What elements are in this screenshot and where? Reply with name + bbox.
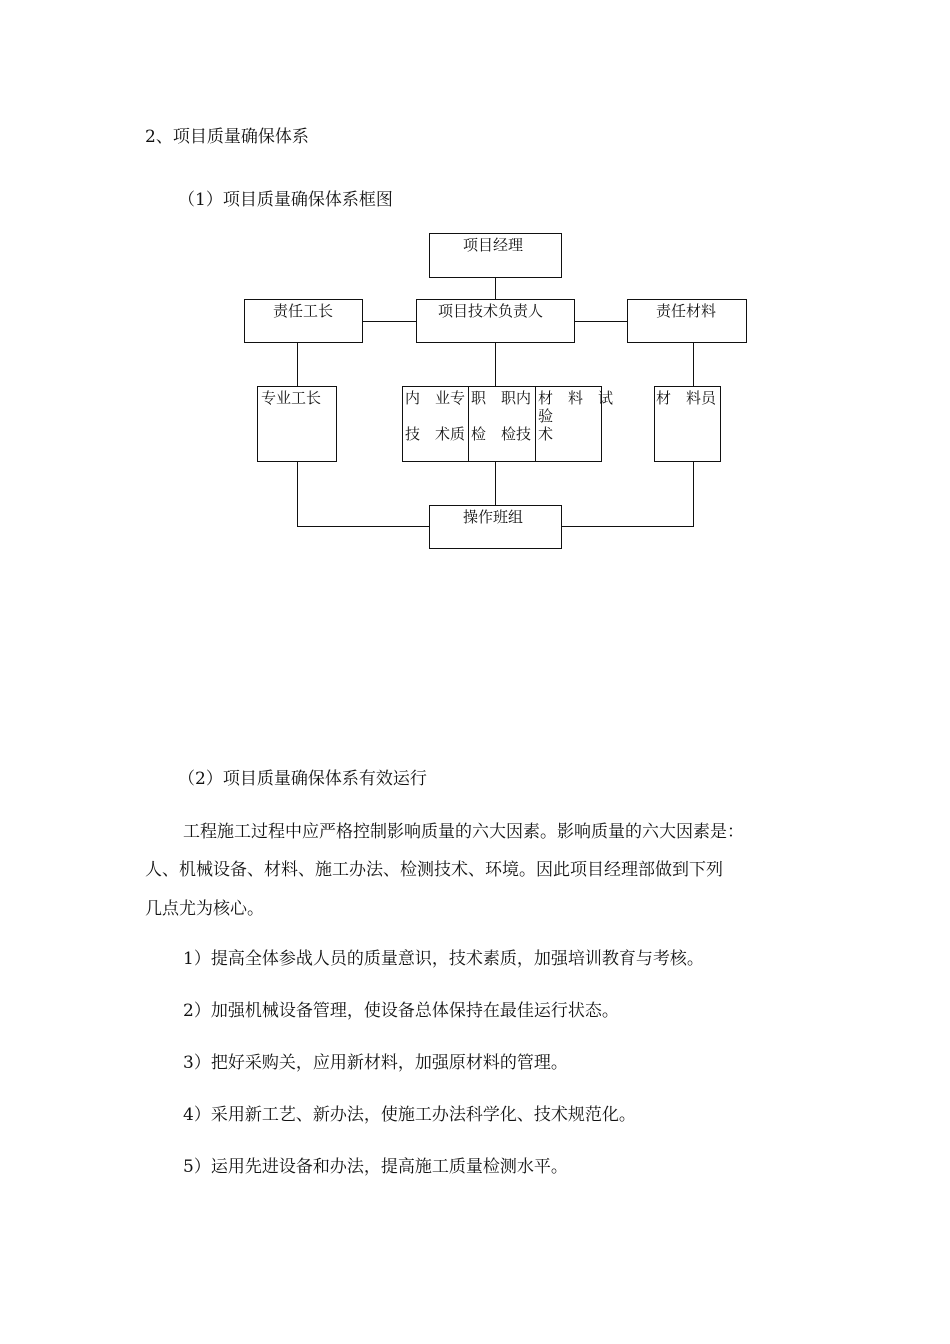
list-item: 5）运用先进设备和办法，提高施工质量检测水平。 [183,1157,568,1177]
section-heading: 2、项目质量确保体系 [145,127,309,147]
connector-foreman-tech [362,321,417,322]
middle-col1-line1: 内 业专 [405,389,466,407]
label-operation-team: 操作班组 [463,508,524,526]
box-specialist-foreman [257,386,337,462]
subsection-heading-1: （1）项目质量确保体系框图 [178,190,393,210]
label-material-responsible: 责任材料 [656,302,717,320]
box-tech-lead [416,299,575,343]
box-material-responsible [627,299,747,343]
middle-col3-line2: 验 [538,407,554,425]
label-material-staff: 材 料员 [656,389,717,407]
list-item: 4）采用新工艺、新办法，使施工办法科学化、技术规范化。 [183,1105,636,1125]
middle-divider-1 [468,387,469,461]
connector-left-team [297,526,430,527]
connector-tech-middle [495,342,496,387]
middle-col3-line1: 材 料 试 [538,389,614,407]
box-operation-team [429,505,562,549]
list-item: 1）提高全体参战人员的质量意识，技术素质，加强培训教育与考核。 [183,949,704,969]
middle-col3-line3: 术 [538,425,554,443]
body-paragraph-line-3: 几点尤为核心。 [145,899,264,919]
middle-col2-line1: 职 职内 [471,389,532,407]
middle-col2-line2: 检 检技 [471,425,532,443]
body-paragraph-line-2: 人、机械设备、材料、施工办法、检测技术、环境。因此项目经理部做到下列 [145,860,723,880]
box-project-manager [429,233,562,278]
connector-tech-material [574,321,628,322]
connector-staff-down [693,461,694,527]
connector-material-staff [693,342,694,387]
subsection-heading-2: （2）项目质量确保体系有效运行 [178,769,427,789]
label-project-manager: 项目经理 [463,236,524,254]
middle-divider-2 [535,387,536,461]
connector-team-right [561,526,694,527]
connector-specialist-down [297,461,298,527]
connector-foreman-specialist [297,342,298,387]
box-material-staff [654,386,721,462]
connector-middle-team [495,461,496,506]
body-paragraph-line-1: 工程施工过程中应严格控制影响质量的六大因素。影响质量的六大因素是： [183,822,744,842]
box-middle-group [402,386,614,462]
label-specialist-foreman: 专业工长 [261,389,322,407]
list-item: 3）把好采购关，应用新材料，加强原材料的管理。 [183,1053,568,1073]
label-tech-lead: 项目技术负责人 [438,302,544,320]
middle-col1-line2: 技 术质 [405,425,466,443]
list-item: 2）加强机械设备管理，使设备总体保持在最佳运行状态。 [183,1001,619,1021]
box-foreman [244,299,363,343]
connector-manager-tech [495,277,496,300]
label-foreman: 责任工长 [273,302,334,320]
